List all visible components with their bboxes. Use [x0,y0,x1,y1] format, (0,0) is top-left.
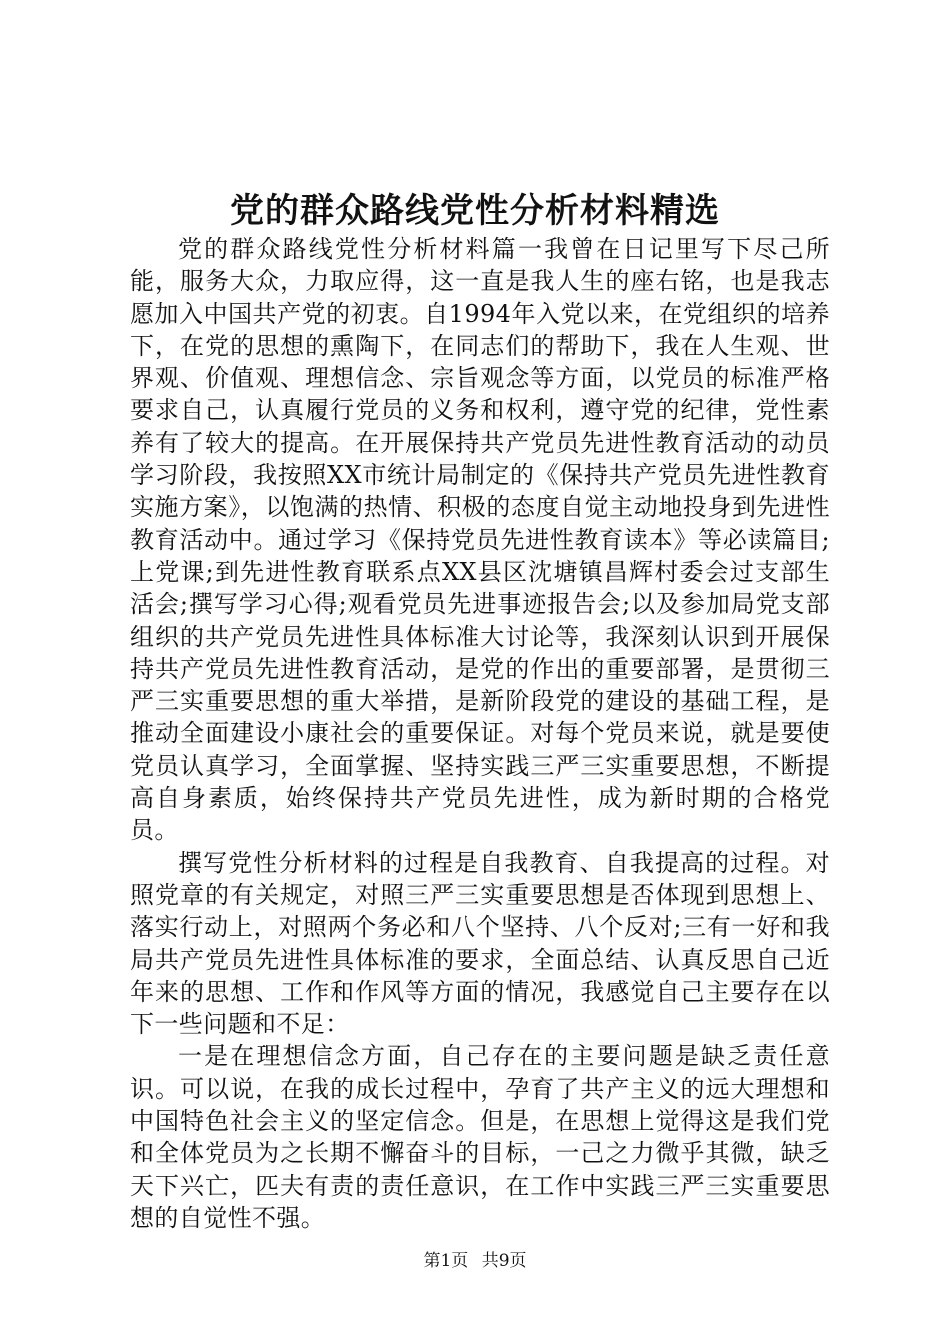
page-number: 第1页 [423,1251,469,1271]
paragraph-2: 撰写党性分析材料的过程是自我教育、自我提高的过程。对照党章的有关规定，对照三严三实重要思想是否体现到思想上、落实行动上，对照两个务必和八个坚持、八个反对;三有一好和我局共产党员先进性具体标准的要求，全面总结、认真反思自己近年来的思想、工作和作风等方面的情况，我感觉自己主要存在以下一些问题和不足： [130,848,830,1039]
paragraph-3: 一是在理想信念方面，自己存在的主要问题是缺乏责任意识。可以说，在我的成长过程中，孕育了共产主义的远大理想和中国特色社会主义的坚定信念。但是，在思想上觉得这是我们党和全体党员为之长期不懈奋斗的目标，一己之力微乎其微，缺乏天下兴亡，匹夫有责的责任意识，在工作中实践三严三实重要思想的自觉性不强。 [130,1042,830,1232]
page-footer [0,1250,950,1272]
document-title: 党的群众路线党性分析材料精选 [230,191,720,231]
page-total: 共9页 [481,1251,527,1271]
paragraph-1: 党的群众路线党性分析材料篇一我曾在日记里写下尽己所能，服务大众，力取应得，这一直是我人生的座右铭，也是我志愿加入中国共产党的初衷。自1994年入党以来，在党组织的培养下，在党的思想的熏陶下，在同志们的帮助下，我在人生观、世界观、价值观、理想信念、宗旨观念等方面，以党员的标准严格要求自己，认真履行党员的义务和权利，遵守党的纪律，党性素养有了较大的提高。在开展保持共产党员先进性教育活动的动员学习阶段，我按照XX市统计局制定的《保持共产党员先进性教育实施方案》，以饱满的热情、积极的态度自觉主动地投身到先进性教育活动中。通过学习《保持党员先进性教育读本》等必读篇目;上党课;到先进性教育联系点XX县区沈塘镇昌辉村委会过支部生活会;撰写学习心得;观看党员先进事迹报告会;以及参加局党支部组织的共产党员先进性具体标准大讨论等，我深刻认识到开展保持共产党员先进性教育活动，是党的作出的重要部署，是贯彻三严三实重要思想的重大举措，是新阶段党的建设的基础工程，是推动全面建设小康社会的重要保证。对每个党员来说，就是要使党员认真学习，全面掌握、坚持实践三严三实重要思想，不断提高自身素质，始终保持共产党员先进性，成为新时期的合格党员。 [130,235,830,845]
document-body [130,233,830,1234]
